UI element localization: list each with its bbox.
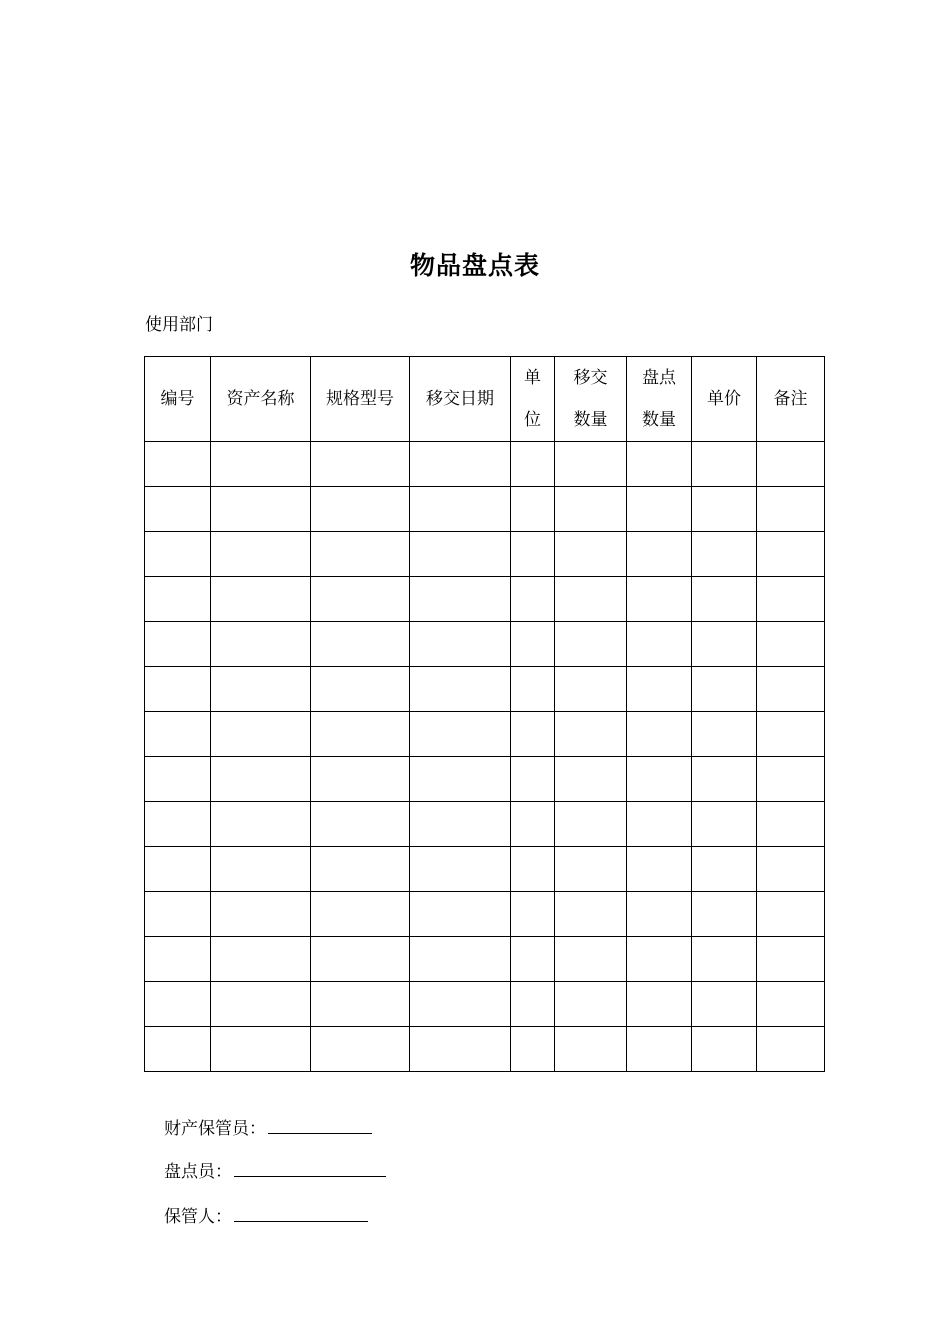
- table-row: [145, 1027, 825, 1072]
- table-row: [145, 892, 825, 937]
- table-cell[interactable]: [311, 757, 410, 802]
- header-unit-line-1: 单: [524, 368, 541, 388]
- table-cell[interactable]: [627, 622, 692, 667]
- table-cell[interactable]: [311, 712, 410, 757]
- table-cell[interactable]: [211, 1027, 311, 1072]
- table-cell[interactable]: [692, 1027, 757, 1072]
- table-cell[interactable]: [692, 937, 757, 982]
- custodian-signature: [164, 1115, 372, 1141]
- table-cell[interactable]: [627, 487, 692, 532]
- counter-signature: [164, 1158, 386, 1184]
- table-cell[interactable]: [692, 757, 757, 802]
- table-cell[interactable]: [311, 982, 410, 1027]
- table-cell[interactable]: [757, 892, 825, 937]
- table-cell[interactable]: [410, 712, 511, 757]
- header-asset-name: 资产名称: [211, 357, 311, 442]
- table-cell[interactable]: [627, 532, 692, 577]
- header-count-qty-line-1: 盘点: [642, 368, 676, 388]
- table-row: [145, 577, 825, 622]
- header-transfer-qty-line-1: 移交: [573, 368, 608, 388]
- header-unit-price: 单价: [692, 357, 757, 442]
- counter-label: 盘点员：: [164, 1162, 232, 1182]
- table-cell[interactable]: [692, 532, 757, 577]
- table-cell[interactable]: [555, 532, 627, 577]
- table-cell[interactable]: [511, 982, 555, 1027]
- table-cell[interactable]: [311, 667, 410, 712]
- table-row: [145, 487, 825, 532]
- table-cell[interactable]: [145, 802, 211, 847]
- table-cell[interactable]: [410, 622, 511, 667]
- table-cell[interactable]: [410, 487, 511, 532]
- table-cell[interactable]: [692, 622, 757, 667]
- table-cell[interactable]: [211, 667, 311, 712]
- table-cell[interactable]: [511, 577, 555, 622]
- table-cell[interactable]: [410, 847, 511, 892]
- table-cell[interactable]: [555, 577, 627, 622]
- table-cell[interactable]: [410, 982, 511, 1027]
- table-row: [145, 667, 825, 712]
- table-cell[interactable]: [692, 892, 757, 937]
- table-cell[interactable]: [627, 757, 692, 802]
- table-header-row: [145, 357, 825, 442]
- table-cell[interactable]: [757, 937, 825, 982]
- table-cell[interactable]: [211, 577, 311, 622]
- table-cell[interactable]: [757, 667, 825, 712]
- table-cell[interactable]: [757, 622, 825, 667]
- table-cell[interactable]: [211, 982, 311, 1027]
- table-cell[interactable]: [511, 892, 555, 937]
- table-cell[interactable]: [145, 937, 211, 982]
- table-cell[interactable]: [757, 442, 825, 487]
- table-cell[interactable]: [757, 802, 825, 847]
- table-cell[interactable]: [145, 892, 211, 937]
- table-cell[interactable]: [211, 487, 311, 532]
- table-cell[interactable]: [627, 802, 692, 847]
- table-cell[interactable]: [311, 487, 410, 532]
- table-cell[interactable]: [555, 487, 627, 532]
- header-number: 编号: [145, 357, 211, 442]
- table-cell[interactable]: [555, 892, 627, 937]
- table-cell[interactable]: [211, 937, 311, 982]
- table-cell[interactable]: [627, 667, 692, 712]
- table-cell[interactable]: [145, 712, 211, 757]
- inventory-table: [144, 356, 825, 1072]
- table-cell[interactable]: [410, 802, 511, 847]
- table-row: [145, 802, 825, 847]
- table-cell[interactable]: [692, 487, 757, 532]
- table-cell[interactable]: [555, 847, 627, 892]
- table-cell[interactable]: [692, 847, 757, 892]
- table-cell[interactable]: [511, 487, 555, 532]
- custodian-signature-line[interactable]: [268, 1115, 372, 1134]
- table-cell[interactable]: [627, 577, 692, 622]
- table-cell[interactable]: [311, 577, 410, 622]
- header-unit: [511, 357, 555, 442]
- department-label: 使用部门: [145, 315, 213, 335]
- table-cell[interactable]: [511, 622, 555, 667]
- header-transfer-date: 移交日期: [410, 357, 511, 442]
- table-cell[interactable]: [410, 442, 511, 487]
- table-row: [145, 532, 825, 577]
- table-cell[interactable]: [757, 577, 825, 622]
- table-cell[interactable]: [757, 532, 825, 577]
- table-cell[interactable]: [511, 442, 555, 487]
- table-row: [145, 847, 825, 892]
- table-cell[interactable]: [410, 937, 511, 982]
- table-cell[interactable]: [410, 1027, 511, 1072]
- header-spec-model: 规格型号: [311, 357, 410, 442]
- table-cell[interactable]: [627, 1027, 692, 1072]
- table-cell[interactable]: [692, 712, 757, 757]
- table-cell[interactable]: [211, 442, 311, 487]
- table-cell[interactable]: [555, 622, 627, 667]
- table-cell[interactable]: [410, 577, 511, 622]
- table-cell[interactable]: [410, 892, 511, 937]
- table-cell[interactable]: [311, 802, 410, 847]
- table-cell[interactable]: [511, 937, 555, 982]
- table-cell[interactable]: [511, 1027, 555, 1072]
- header-transfer-qty-line-2: 数量: [573, 410, 608, 430]
- table-cell[interactable]: [627, 712, 692, 757]
- table-cell[interactable]: [627, 982, 692, 1027]
- table-cell[interactable]: [692, 667, 757, 712]
- table-cell[interactable]: [757, 1027, 825, 1072]
- table-cell[interactable]: [145, 982, 211, 1027]
- header-unit-line-2: 位: [524, 410, 541, 430]
- table-cell[interactable]: [311, 1027, 410, 1072]
- document-title: 物品盘点表: [409, 251, 540, 280]
- table-cell[interactable]: [211, 847, 311, 892]
- table-cell[interactable]: [145, 442, 211, 487]
- table-row: [145, 982, 825, 1027]
- table-cell[interactable]: [211, 712, 311, 757]
- table-cell[interactable]: [311, 892, 410, 937]
- table-cell[interactable]: [145, 667, 211, 712]
- table-cell[interactable]: [211, 892, 311, 937]
- table-cell[interactable]: [627, 937, 692, 982]
- table-cell[interactable]: [311, 442, 410, 487]
- table-cell[interactable]: [555, 1027, 627, 1072]
- table-cell[interactable]: [211, 757, 311, 802]
- counter-signature-line[interactable]: [234, 1158, 386, 1177]
- table-cell[interactable]: [555, 712, 627, 757]
- table-cell[interactable]: [511, 802, 555, 847]
- table-cell[interactable]: [311, 622, 410, 667]
- table-row: [145, 937, 825, 982]
- table-cell[interactable]: [145, 847, 211, 892]
- table-cell[interactable]: [511, 667, 555, 712]
- table-row: [145, 442, 825, 487]
- table-row: [145, 622, 825, 667]
- table-cell[interactable]: [757, 487, 825, 532]
- table-row: [145, 712, 825, 757]
- table-cell[interactable]: [757, 847, 825, 892]
- table-cell[interactable]: [145, 1027, 211, 1072]
- table-cell[interactable]: [555, 802, 627, 847]
- table-cell[interactable]: [211, 622, 311, 667]
- header-remarks: 备注: [757, 357, 825, 442]
- table-cell[interactable]: [410, 667, 511, 712]
- table-cell[interactable]: [692, 802, 757, 847]
- table-cell[interactable]: [627, 892, 692, 937]
- keeper-signature-line[interactable]: [234, 1203, 368, 1222]
- table-cell[interactable]: [410, 757, 511, 802]
- table-cell[interactable]: [757, 757, 825, 802]
- table-cell[interactable]: [511, 757, 555, 802]
- table-cell[interactable]: [311, 532, 410, 577]
- table-cell[interactable]: [692, 442, 757, 487]
- table-cell[interactable]: [627, 847, 692, 892]
- table-cell[interactable]: [211, 802, 311, 847]
- table-cell[interactable]: [311, 937, 410, 982]
- table-cell[interactable]: [145, 487, 211, 532]
- table-cell[interactable]: [555, 667, 627, 712]
- table-cell[interactable]: [511, 847, 555, 892]
- table-cell[interactable]: [757, 982, 825, 1027]
- table-cell[interactable]: [511, 712, 555, 757]
- table-cell[interactable]: [311, 847, 410, 892]
- table-cell[interactable]: [145, 532, 211, 577]
- table-cell[interactable]: [627, 442, 692, 487]
- table-cell[interactable]: [555, 937, 627, 982]
- table-row: [145, 757, 825, 802]
- table-cell[interactable]: [145, 577, 211, 622]
- table-cell[interactable]: [145, 757, 211, 802]
- table-cell[interactable]: [410, 532, 511, 577]
- table-body: [145, 442, 825, 1072]
- table-cell[interactable]: [692, 577, 757, 622]
- header-transfer-qty: [555, 357, 627, 442]
- table-cell[interactable]: [511, 532, 555, 577]
- custodian-label: 财产保管员：: [164, 1119, 266, 1139]
- table-cell[interactable]: [211, 532, 311, 577]
- keeper-label: 保管人：: [164, 1207, 232, 1227]
- table-cell[interactable]: [555, 982, 627, 1027]
- header-count-qty-line-2: 数量: [642, 410, 676, 430]
- table-cell[interactable]: [145, 622, 211, 667]
- header-count-qty: [627, 357, 692, 442]
- keeper-signature: [164, 1203, 368, 1229]
- table-cell[interactable]: [555, 442, 627, 487]
- table-cell[interactable]: [692, 982, 757, 1027]
- table-cell[interactable]: [757, 712, 825, 757]
- table-cell[interactable]: [555, 757, 627, 802]
